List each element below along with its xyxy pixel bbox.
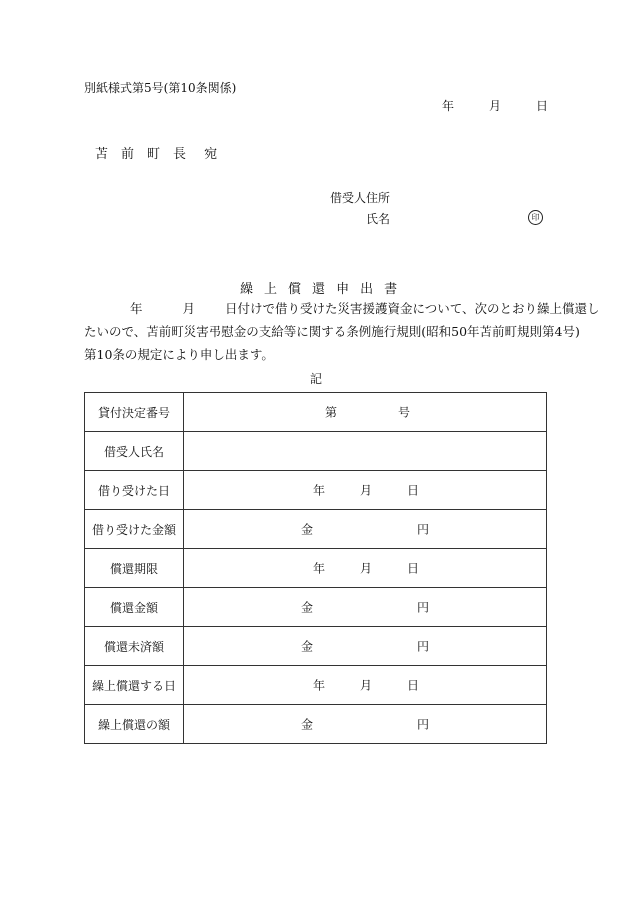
addressee-char: 前 <box>121 147 135 162</box>
row-label: 繰上償還の額 <box>85 705 184 744</box>
money-prefix: 金 <box>301 717 314 732</box>
early-repayment-amount-field[interactable] <box>184 705 547 744</box>
date-year: 年 <box>313 483 326 498</box>
addressee-char: 町 <box>147 147 161 162</box>
row-label: 貸付決定番号 <box>85 393 184 432</box>
row-label: 借り受けた金額 <box>85 510 184 549</box>
title-char: 上 <box>264 282 278 297</box>
ki-heading: 記 <box>310 372 323 386</box>
repayment-deadline-field[interactable] <box>184 549 547 588</box>
borrowed-amount-field[interactable] <box>184 510 547 549</box>
body-line-1-text: 日付けで借り受けた災害援護資金について、次のとおり繰上償還し <box>225 301 600 316</box>
body-line-2: たいので、苫前町災害弔慰金の支給等に関する条例施行規則(昭和50年苫前町規則第4号) <box>84 324 580 339</box>
body-month: 月 <box>182 301 196 316</box>
row-label: 借受人氏名 <box>85 432 184 471</box>
date-year: 年 <box>313 678 326 693</box>
borrower-name-field[interactable] <box>184 432 547 471</box>
body-line-3: 第10条の規定により申し出ます。 <box>84 347 274 362</box>
row-label: 償還未済額 <box>85 627 184 666</box>
title-char: 還 <box>312 282 326 297</box>
money-prefix: 金 <box>301 600 314 615</box>
title-char: 償 <box>288 282 302 297</box>
title-char: 出 <box>360 282 374 297</box>
table-row <box>85 432 547 471</box>
table-row <box>85 666 547 705</box>
row-label: 繰上償還する日 <box>85 666 184 705</box>
borrowed-date-field[interactable] <box>184 471 547 510</box>
title-char: 申 <box>336 282 350 297</box>
table-row <box>85 705 547 744</box>
money-suffix: 円 <box>417 639 430 654</box>
table-row <box>85 627 547 666</box>
title-char: 書 <box>384 282 398 297</box>
loan-number-field[interactable] <box>184 393 547 432</box>
table-row <box>85 510 547 549</box>
table-row <box>85 549 547 588</box>
addressee-char: 長 <box>173 147 187 162</box>
date-month: 月 <box>360 561 373 576</box>
submission-date <box>420 97 570 113</box>
repayment-details-table <box>84 392 547 744</box>
form-reference: 別紙様式第5号(第10条関係) <box>84 81 237 95</box>
row-label: 償還金額 <box>85 588 184 627</box>
addressee-char: 苫 <box>95 147 109 162</box>
body-year: 年 <box>130 301 143 316</box>
date-day: 日 <box>407 561 420 576</box>
body-line-1 <box>84 297 600 320</box>
money-prefix: 金 <box>301 522 314 537</box>
table-row <box>85 588 547 627</box>
money-suffix: 円 <box>417 522 430 537</box>
repayment-amount-field[interactable] <box>184 588 547 627</box>
date-month: 月 <box>360 678 373 693</box>
borrower-name-label: 氏名 <box>366 212 391 226</box>
row-label: 借り受けた日 <box>85 471 184 510</box>
date-day: 日 <box>407 483 420 498</box>
title-char: 繰 <box>240 282 254 297</box>
number-prefix: 第 <box>325 405 338 420</box>
unpaid-balance-field[interactable] <box>184 627 547 666</box>
number-suffix: 号 <box>398 405 411 420</box>
document-title <box>240 278 408 297</box>
money-suffix: 円 <box>417 600 430 615</box>
addressee <box>95 143 230 162</box>
date-year: 年 <box>313 561 326 576</box>
date-month: 月 <box>489 99 502 113</box>
borrower-address-label: 借受人住所 <box>330 191 391 205</box>
row-label: 償還期限 <box>85 549 184 588</box>
table-row <box>85 393 547 432</box>
money-prefix: 金 <box>301 639 314 654</box>
body-paragraph <box>84 297 600 366</box>
addressee-suffix: 宛 <box>204 147 218 162</box>
date-month: 月 <box>360 483 373 498</box>
seal-mark: 印 <box>528 210 543 225</box>
money-suffix: 円 <box>417 717 430 732</box>
early-repayment-date-field[interactable] <box>184 666 547 705</box>
date-day: 日 <box>536 99 549 113</box>
date-day: 日 <box>407 678 420 693</box>
table-row <box>85 471 547 510</box>
date-year: 年 <box>442 99 455 113</box>
